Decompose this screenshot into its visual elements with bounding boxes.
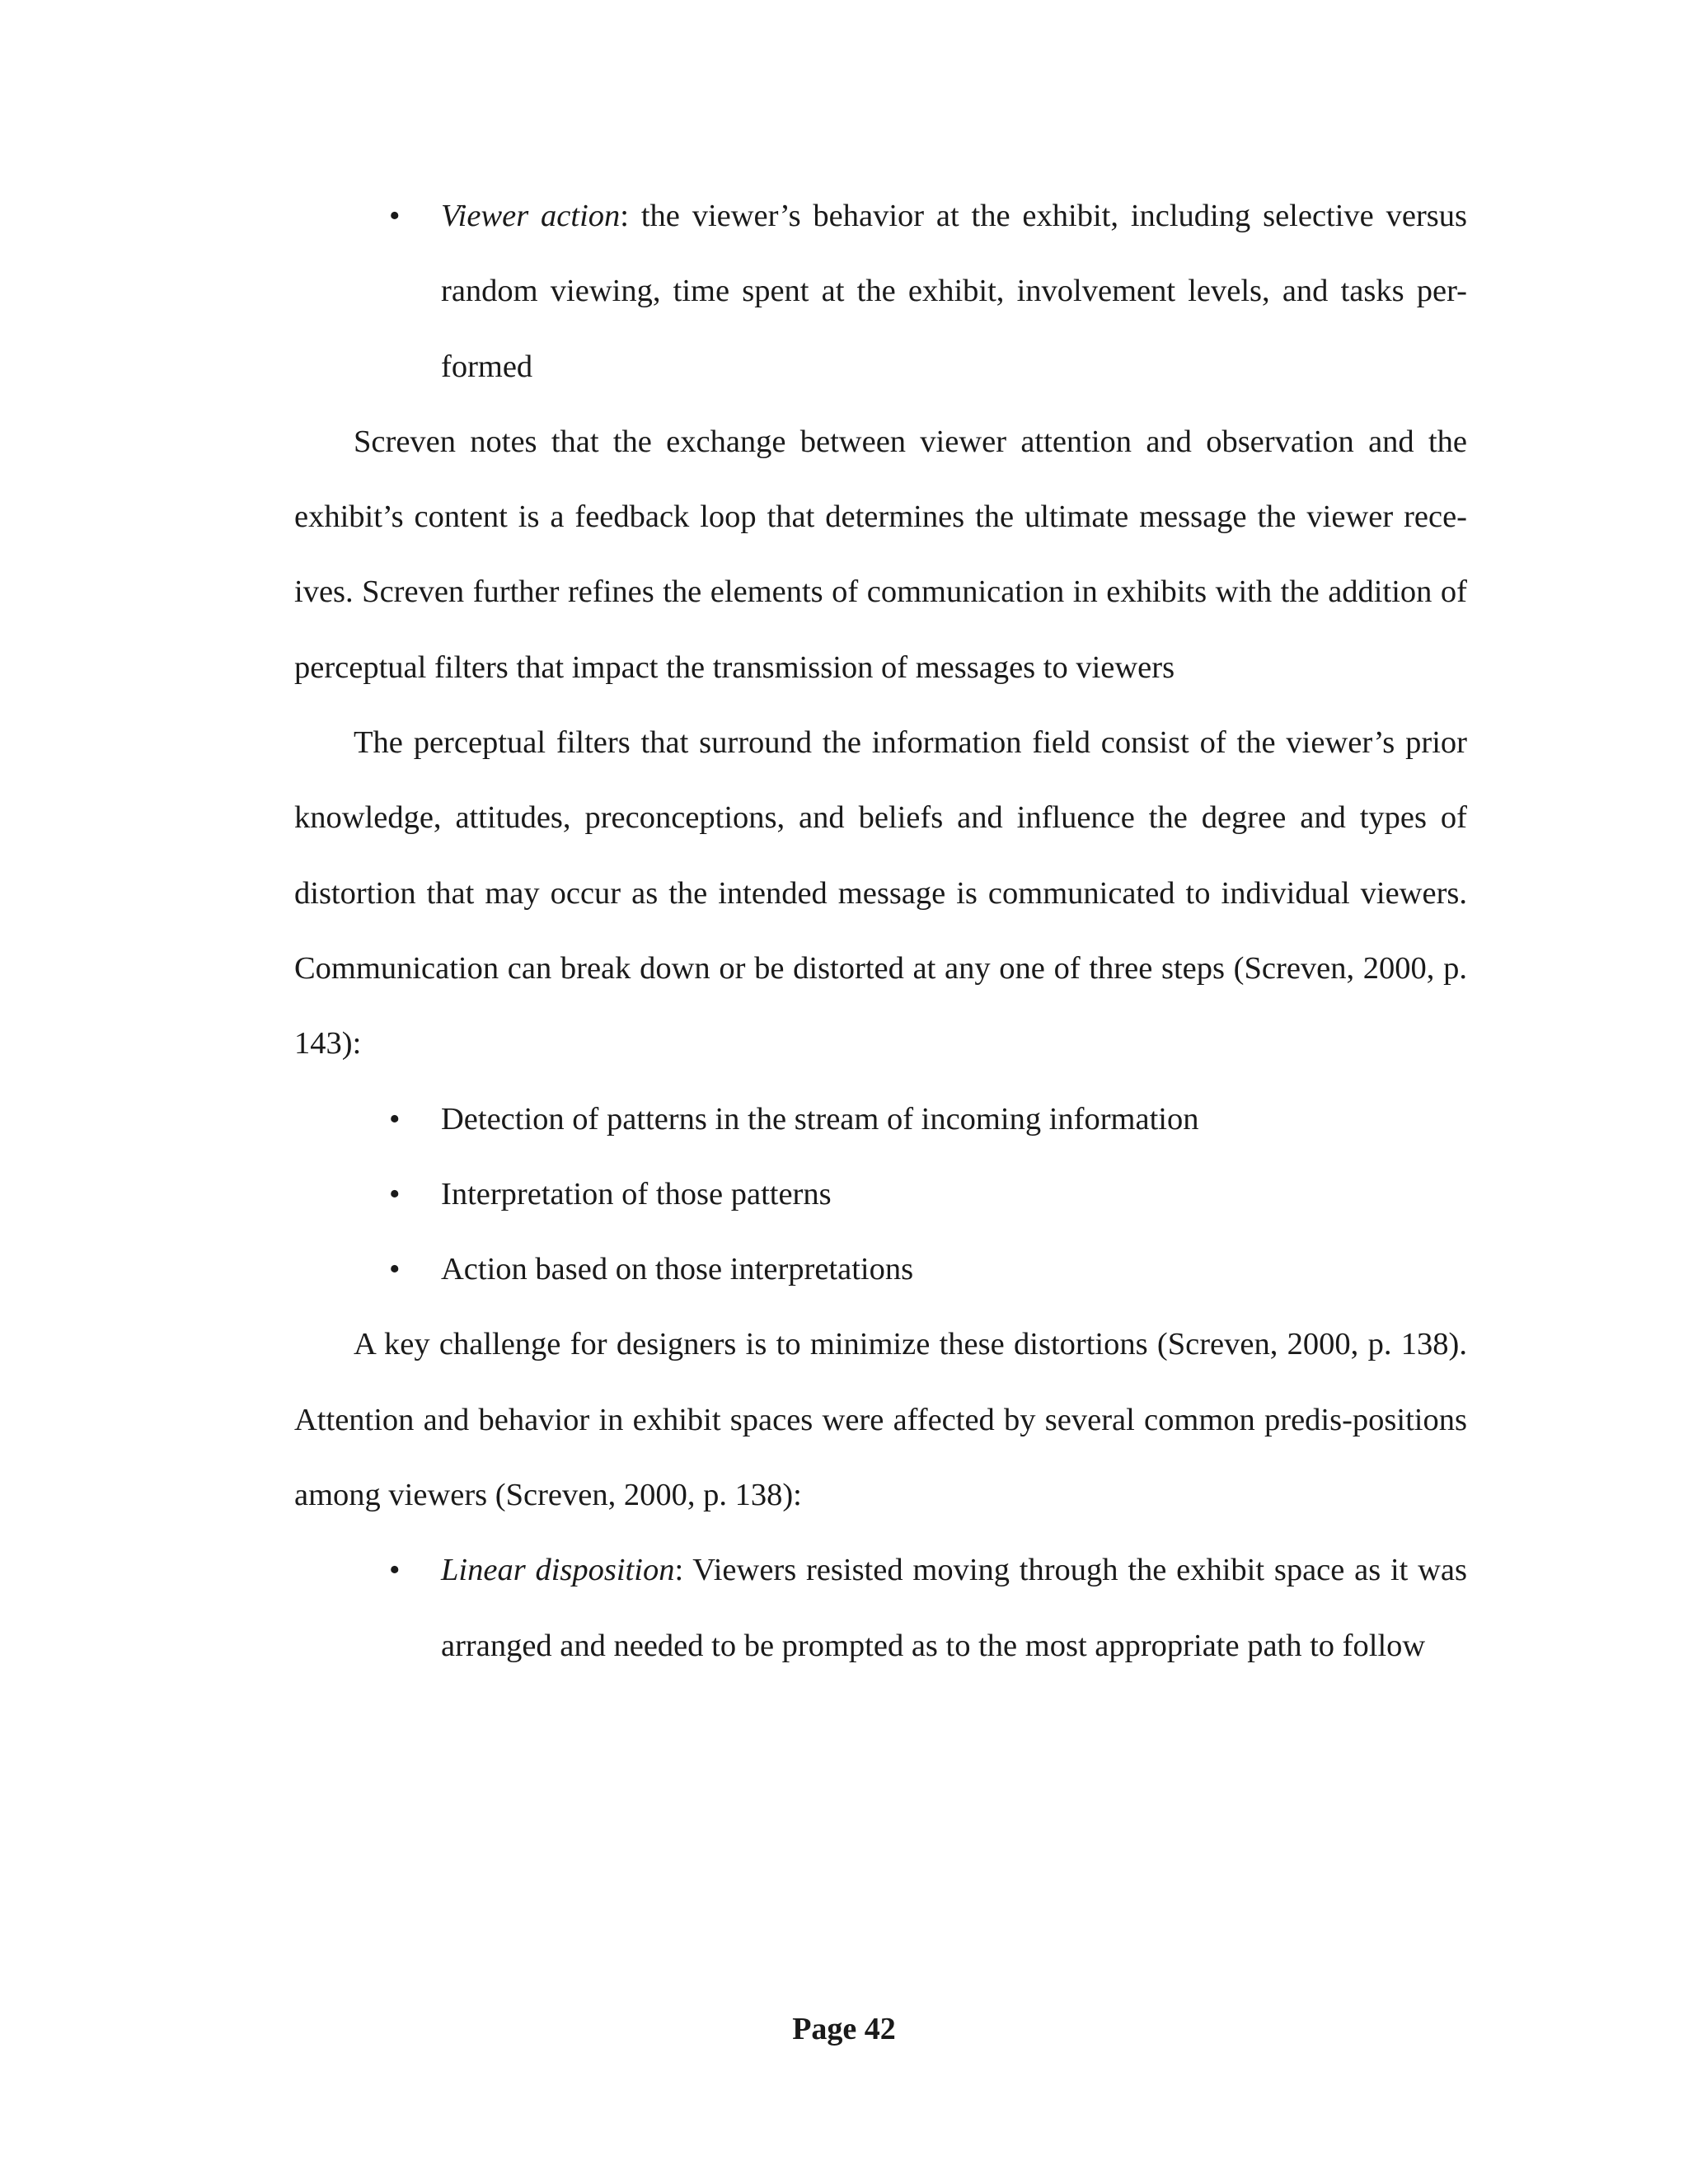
bullet-icon: • bbox=[389, 1176, 401, 1212]
paragraph-perceptual-filters: The perceptual filters that surround the information field consist of the viewer’s prior knowledge, attitudes, preconceptions, and beliefs and influence the degree and types of distortion that may occur as the intended message is communicated to individual viewers. Communication can break down or be distorted at any one of three steps (Screven, 2000, p. 143): bbox=[294, 725, 1467, 1062]
bullet-icon: • bbox=[389, 1553, 401, 1588]
body-text bbox=[294, 179, 1467, 1684]
list-item-text: Detection of patterns in the stream of incoming information bbox=[441, 1101, 1199, 1137]
list-item bbox=[294, 1157, 1467, 1232]
paragraph-feedback-loop: Screven notes that the exchange between viewer attention and observation and the exhibit’s content is a feedback loop that determines the ultimate message the viewer rece-ives. Screven further refines the elements of communication in exhibits with the addition of perceptual filters that impact the transmission of messages to viewers bbox=[294, 424, 1467, 685]
bullet-text: : Viewers resisted moving through the exhibit space as it was arranged and needed to be prompted as to the most appropriate path to follow bbox=[441, 1553, 1467, 1663]
bullet-icon: • bbox=[389, 1252, 401, 1287]
list-item-text: Action based on those interpretations bbox=[441, 1252, 914, 1287]
bullet-linear-disposition bbox=[294, 1533, 1467, 1684]
paragraph-key-challenge: A key challenge for designers is to minimize these distortions (Screven, 2000, p. 138). Attention and behavior in exhibit spaces were affected by several common predis-positions among viewers (Screven, 2000, p. 138): bbox=[294, 1327, 1467, 1513]
bullet-icon: • bbox=[389, 1101, 401, 1137]
steps-list bbox=[294, 1082, 1467, 1308]
bullet-text: : the viewer’s behavior at the exhibit, including selective versus random viewing, time spent at the exhibit, involvement levels, and tasks per-formed bbox=[441, 199, 1467, 384]
bullet-icon: • bbox=[389, 199, 401, 233]
list-item-text: Interpretation of those patterns bbox=[441, 1176, 832, 1212]
list-item bbox=[294, 1232, 1467, 1307]
page-number: Page 42 bbox=[792, 2012, 896, 2046]
list-item bbox=[294, 1082, 1467, 1157]
bullet-term: Viewer action bbox=[441, 199, 621, 233]
bullet-viewer-action bbox=[294, 179, 1467, 405]
bullet-term: Linear disposition bbox=[441, 1553, 675, 1588]
